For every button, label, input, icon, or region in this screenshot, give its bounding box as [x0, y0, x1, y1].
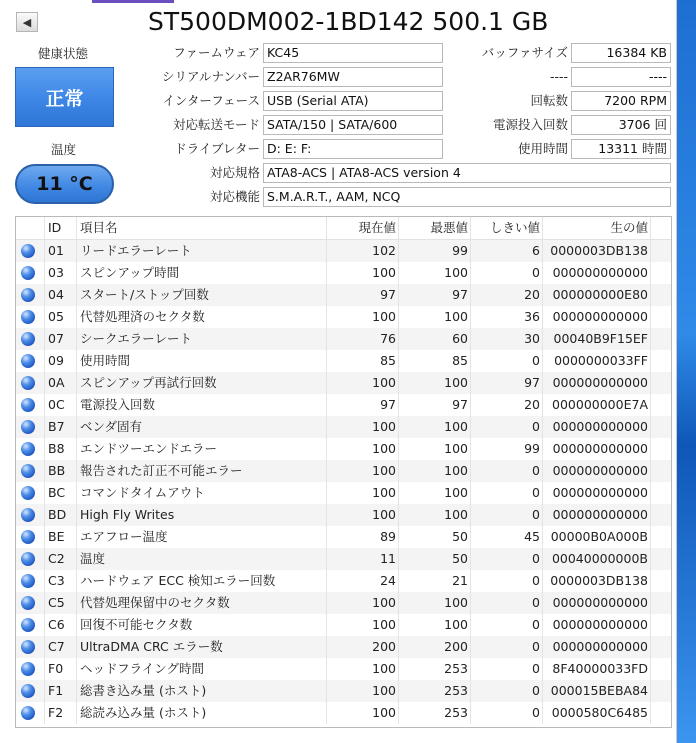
table-header-row	[16, 217, 671, 240]
attribute-name: 使用時間	[80, 353, 131, 368]
current-value: 102	[372, 243, 396, 258]
current-value: 100	[372, 507, 396, 522]
status-good-icon	[21, 574, 35, 588]
temperature-indicator[interactable]: 11 °C	[15, 164, 114, 204]
current-value: 100	[372, 485, 396, 500]
attribute-id: 01	[48, 243, 64, 258]
attribute-id: 04	[48, 287, 64, 302]
power-on-count-value: 3706 回	[571, 115, 671, 135]
attribute-name: 報告された訂正不可能エラー	[80, 463, 243, 478]
firmware-value: KC45	[263, 43, 443, 63]
table-row[interactable]	[16, 482, 671, 504]
standard-value: ATA8-ACS | ATA8-ACS version 4	[263, 163, 671, 183]
raw-value: 0000003DB138	[550, 573, 648, 588]
column-header-current[interactable]: 現在値	[358, 220, 396, 235]
attribute-name: 回復不可能セクタ数	[80, 617, 193, 632]
current-value: 24	[380, 573, 396, 588]
threshold-value: 0	[532, 617, 540, 632]
buffer-size-label: バッファサイズ	[481, 45, 568, 60]
worst-value: 50	[452, 551, 468, 566]
smart-attribute-table[interactable]	[15, 216, 672, 728]
current-value: 85	[380, 353, 396, 368]
attribute-name: 温度	[80, 551, 106, 566]
attribute-name: 総読み込み量 (ホスト)	[80, 705, 207, 720]
worst-value: 100	[444, 309, 468, 324]
status-good-icon	[21, 508, 35, 522]
threshold-value: 20	[524, 287, 540, 302]
status-good-icon	[21, 640, 35, 654]
status-good-icon	[21, 486, 35, 500]
firmware-label: ファームウェア	[173, 45, 260, 60]
threshold-value: 97	[524, 375, 540, 390]
attribute-id: F2	[48, 705, 64, 720]
status-good-icon	[21, 596, 35, 610]
status-good-icon	[21, 310, 35, 324]
table-row[interactable]	[16, 306, 671, 328]
worst-value: 100	[444, 507, 468, 522]
threshold-value: 0	[532, 639, 540, 654]
column-header-raw[interactable]: 生の値	[610, 220, 648, 235]
worst-value: 100	[444, 419, 468, 434]
raw-value: 8F40000033FD	[552, 661, 648, 676]
threshold-value: 0	[532, 551, 540, 566]
raw-value: 00040000000B	[551, 551, 648, 566]
raw-value: 000000000000	[552, 595, 648, 610]
status-good-icon	[21, 552, 35, 566]
disk-title: ST500DM002-1BD142 500.1 GB	[148, 7, 549, 36]
attribute-id: 09	[48, 353, 64, 368]
threshold-value: 6	[532, 243, 540, 258]
buffer-size-value: 16384 KB	[571, 43, 671, 63]
active-tab-indicator	[92, 0, 174, 3]
interface-label: インターフェース	[162, 93, 260, 108]
table-row[interactable]	[16, 658, 671, 680]
power-on-count-label: 電源投入回数	[492, 117, 568, 132]
raw-value: 000000000000	[552, 617, 648, 632]
worst-value: 100	[444, 595, 468, 610]
raw-value: 000000000E80	[552, 287, 648, 302]
status-good-icon	[21, 464, 35, 478]
worst-value: 100	[444, 375, 468, 390]
worst-value: 100	[444, 617, 468, 632]
current-value: 100	[372, 683, 396, 698]
raw-value: 000000000000	[552, 309, 648, 324]
features-value: S.M.A.R.T., AAM, NCQ	[263, 187, 671, 207]
worst-value: 100	[444, 265, 468, 280]
threshold-value: 0	[532, 573, 540, 588]
table-row[interactable]	[16, 702, 671, 724]
worst-value: 97	[452, 287, 468, 302]
worst-value: 253	[444, 705, 468, 720]
worst-value: 50	[452, 529, 468, 544]
raw-value: 000000000000	[552, 265, 648, 280]
attribute-id: 07	[48, 331, 64, 346]
attribute-name: 総書き込み量 (ホスト)	[80, 683, 207, 698]
threshold-value: 0	[532, 485, 540, 500]
drive-letter-value: D: E: F:	[263, 139, 443, 159]
table-row[interactable]	[16, 614, 671, 636]
table-row[interactable]	[16, 394, 671, 416]
raw-value: 000015BEBA84	[550, 683, 648, 698]
raw-value: 000000000000	[552, 441, 648, 456]
power-on-hours-value: 13311 時間	[571, 139, 671, 159]
threshold-value: 36	[524, 309, 540, 324]
attribute-name: エアフロー温度	[80, 529, 168, 544]
attribute-id: B8	[48, 441, 65, 456]
attribute-id: C6	[48, 617, 65, 632]
attribute-name: 代替処理保留中のセクタ数	[80, 595, 230, 610]
attribute-name: UltraDMA CRC エラー数	[80, 639, 223, 654]
status-good-icon	[21, 244, 35, 258]
attribute-name: 電源投入回数	[80, 397, 156, 412]
threshold-value: 0	[532, 419, 540, 434]
raw-value: 000000000000	[552, 375, 648, 390]
raw-value: 000000000000	[552, 639, 648, 654]
rotation-rate-value: 7200 RPM	[571, 91, 671, 111]
status-good-icon	[21, 706, 35, 720]
attribute-id: 03	[48, 265, 64, 280]
column-header-worst[interactable]: 最悪値	[430, 220, 468, 235]
status-good-icon	[21, 266, 35, 280]
column-header-threshold[interactable]: しきい値	[489, 220, 540, 235]
current-value: 97	[380, 397, 396, 412]
table-row[interactable]	[16, 548, 671, 570]
threshold-value: 0	[532, 507, 540, 522]
attribute-name: スピンアップ時間	[80, 265, 180, 280]
attribute-id: 05	[48, 309, 64, 324]
table-body	[16, 240, 671, 724]
table-row[interactable]	[16, 592, 671, 614]
attribute-name: シークエラーレート	[80, 331, 193, 346]
transfer-mode-value: SATA/150 | SATA/600	[263, 115, 443, 135]
status-good-icon	[21, 442, 35, 456]
table-row[interactable]	[16, 240, 671, 262]
serial-label: シリアルナンバー	[161, 69, 260, 84]
attribute-id: BB	[48, 463, 66, 478]
attribute-name: High Fly Writes	[80, 507, 175, 522]
current-value: 100	[372, 375, 396, 390]
attribute-id: F1	[48, 683, 64, 698]
status-good-icon	[21, 420, 35, 434]
table-row[interactable]	[16, 636, 671, 658]
desktop-background-strip	[676, 0, 696, 743]
attribute-id: BC	[48, 485, 66, 500]
attribute-id: C3	[48, 573, 65, 588]
attribute-id: 0C	[48, 397, 65, 412]
worst-value: 100	[444, 463, 468, 478]
worst-value: 253	[444, 683, 468, 698]
attribute-name: スピンアップ再試行回数	[80, 375, 217, 390]
serial-value: Z2AR76MW	[263, 67, 443, 87]
table-row[interactable]	[16, 284, 671, 306]
raw-value: 000000000000	[552, 507, 648, 522]
table-row[interactable]	[16, 438, 671, 460]
column-header-name[interactable]: 項目名	[80, 220, 118, 235]
raw-value: 00000B0A000B	[550, 529, 648, 544]
table-row[interactable]	[16, 416, 671, 438]
threshold-value: 0	[532, 595, 540, 610]
threshold-value: 99	[524, 441, 540, 456]
table-row[interactable]	[16, 328, 671, 350]
raw-value: 00040B9F15EF	[553, 331, 648, 346]
unknown-value: ----	[571, 67, 671, 87]
current-value: 100	[372, 441, 396, 456]
status-good-icon	[21, 288, 35, 302]
worst-value: 99	[452, 243, 468, 258]
unknown-label: ----	[549, 69, 568, 84]
status-good-icon	[21, 354, 35, 368]
worst-value: 253	[444, 661, 468, 676]
threshold-value: 0	[532, 705, 540, 720]
current-value: 100	[372, 463, 396, 478]
table-row[interactable]	[16, 460, 671, 482]
table-row[interactable]	[16, 680, 671, 702]
drive-letter-label: ドライブレター	[174, 141, 260, 156]
attribute-id: B7	[48, 419, 65, 434]
worst-value: 21	[452, 573, 468, 588]
current-value: 100	[372, 661, 396, 676]
temperature-label: 温度	[51, 142, 77, 157]
current-value: 100	[372, 595, 396, 610]
raw-value: 000000000E7A	[552, 397, 648, 412]
worst-value: 100	[444, 485, 468, 500]
attribute-name: ハードウェア ECC 検知エラー回数	[80, 573, 276, 588]
status-good-icon	[21, 618, 35, 632]
attribute-id: 0A	[48, 375, 65, 390]
attribute-name: 代替処理済のセクタ数	[80, 309, 205, 324]
worst-value: 97	[452, 397, 468, 412]
status-good-icon	[21, 332, 35, 346]
arrow-left-icon: ◀	[22, 15, 32, 29]
health-status-button[interactable]: 正常	[15, 67, 114, 127]
current-value: 100	[372, 265, 396, 280]
current-value: 11	[380, 551, 396, 566]
status-good-icon	[21, 376, 35, 390]
threshold-value: 0	[532, 265, 540, 280]
attribute-name: リードエラーレート	[80, 243, 192, 258]
attribute-name: コマンドタイムアウト	[80, 485, 205, 500]
threshold-value: 0	[532, 463, 540, 478]
attribute-name: ヘッドフライング時間	[80, 661, 205, 676]
current-value: 76	[380, 331, 396, 346]
attribute-id: BE	[48, 529, 65, 544]
current-value: 97	[380, 287, 396, 302]
worst-value: 60	[452, 331, 468, 346]
attribute-name: スタート/ストップ回数	[80, 287, 209, 302]
rotation-rate-label: 回転数	[530, 93, 568, 108]
current-value: 100	[372, 419, 396, 434]
table-row[interactable]	[16, 350, 671, 372]
threshold-value: 0	[532, 683, 540, 698]
table-row[interactable]	[16, 262, 671, 284]
attribute-id: C2	[48, 551, 65, 566]
current-value: 89	[380, 529, 396, 544]
status-good-icon	[21, 662, 35, 676]
threshold-value: 20	[524, 397, 540, 412]
raw-value: 000000000000	[552, 485, 648, 500]
table-row[interactable]	[16, 372, 671, 394]
attribute-id: BD	[48, 507, 67, 522]
attribute-name: エンドツーエンドエラー	[80, 441, 218, 456]
table-row[interactable]	[16, 504, 671, 526]
features-label: 対応機能	[209, 189, 260, 204]
threshold-value: 0	[532, 661, 540, 676]
attribute-id: C5	[48, 595, 65, 610]
current-value: 100	[372, 617, 396, 632]
threshold-value: 45	[524, 529, 540, 544]
worst-value: 100	[444, 441, 468, 456]
raw-value: 000000000000	[552, 463, 648, 478]
table-row[interactable]	[16, 526, 671, 548]
health-status-label: 健康状態	[38, 46, 89, 61]
transfer-mode-label: 対応転送モード	[172, 117, 260, 132]
status-good-icon	[21, 530, 35, 544]
power-on-hours-label: 使用時間	[517, 141, 568, 156]
raw-value: 0000003DB138	[550, 243, 648, 258]
current-value: 100	[372, 309, 396, 324]
previous-disk-button[interactable]	[16, 12, 38, 32]
threshold-value: 30	[524, 331, 540, 346]
attribute-name: ベンダ固有	[80, 419, 143, 434]
raw-value: 0000000033FF	[554, 353, 648, 368]
bottom-area	[0, 735, 676, 743]
column-header-id[interactable]: ID	[48, 220, 62, 235]
threshold-value: 0	[532, 353, 540, 368]
worst-value: 200	[444, 639, 468, 654]
current-value: 200	[372, 639, 396, 654]
raw-value: 0000580C6485	[551, 705, 648, 720]
status-good-icon	[21, 398, 35, 412]
current-value: 100	[372, 705, 396, 720]
status-good-icon	[21, 684, 35, 698]
standard-label: 対応規格	[209, 165, 260, 180]
worst-value: 85	[452, 353, 468, 368]
table-row[interactable]	[16, 570, 671, 592]
attribute-id: F0	[48, 661, 64, 676]
attribute-id: C7	[48, 639, 65, 654]
raw-value: 000000000000	[552, 419, 648, 434]
interface-value: USB (Serial ATA)	[263, 91, 443, 111]
